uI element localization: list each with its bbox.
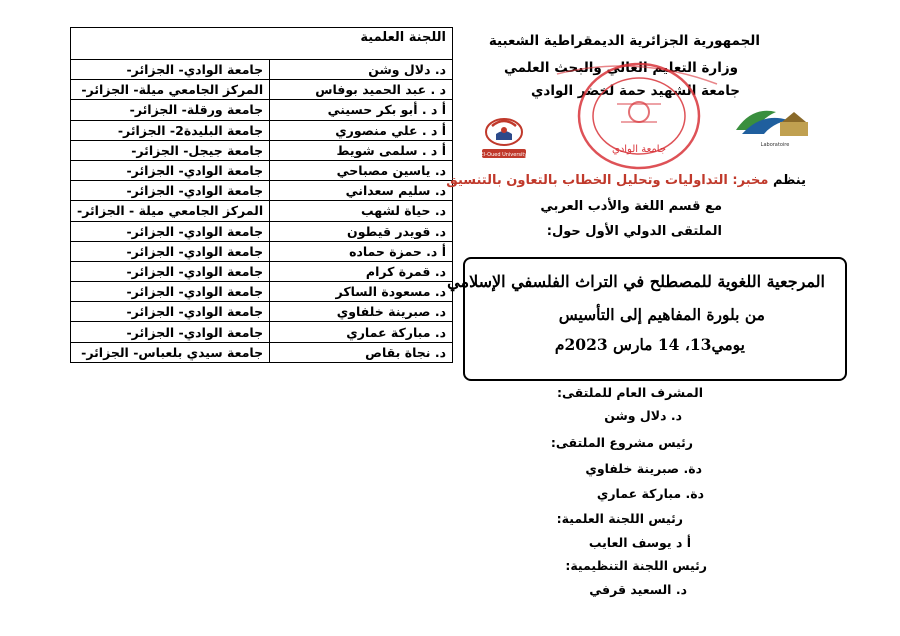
committee-member-university: جامعة الوادي- الجزائر- <box>71 60 270 80</box>
committee-member-university: جامعة جيجل- الجزائر- <box>71 140 270 160</box>
committee-member-name: د. دلال وشن <box>270 60 453 80</box>
committee-member-university: جامعة الوادي- الجزائر- <box>71 282 270 302</box>
committee-member-name: أ د . سلمى شويط <box>270 140 453 160</box>
committee-member-name: د. نجاة بقاص <box>270 342 453 362</box>
general-supervisor: د. دلال وشن <box>604 408 682 423</box>
committee-row <box>71 342 453 362</box>
header-republic: الجمهورية الجزائرية الديمقراطية الشعبية <box>488 33 760 49</box>
general-supervisor-label: المشرف العام للملتقى: <box>557 385 703 400</box>
committee-body <box>71 28 453 363</box>
organizing-head-label: رئيس اللجنة التنظيمية: <box>565 558 707 573</box>
committee-row <box>71 302 453 322</box>
committee-row <box>71 120 453 140</box>
committee-member-university: جامعة الوادي- الجزائر- <box>71 241 270 261</box>
committee-row <box>71 261 453 281</box>
committee-member-university: جامعة الوادي- الجزائر- <box>71 322 270 342</box>
committee-member-name: د. مسعودة الساكر <box>270 282 453 302</box>
conference-title: المرجعية اللغوية للمصطلح في التراث الفلسفي الإسلامي <box>447 272 825 291</box>
committee-row <box>71 60 453 80</box>
committee-member-name: أ د. حمزة حماده <box>270 241 453 261</box>
organizer-dept: مع قسم اللغة والأدب العربي <box>540 199 722 214</box>
conference-subtitle: من بلورة المفاهيم إلى التأسيس <box>558 305 765 324</box>
scientific-head-label: رئيس اللجنة العلمية: <box>556 511 683 526</box>
stamp-text: جامعة الوادي <box>612 144 666 155</box>
scientific-committee-table <box>70 27 453 363</box>
project-head-2: دة. مباركة عماري <box>596 486 704 501</box>
project-head-label: رئيس مشروع الملتقى: <box>550 435 693 450</box>
committee-row <box>71 80 453 100</box>
organizer-conference: الملتقى الدولي الأول حول: <box>546 224 722 239</box>
conference-dates: يومي13، 14 مارس 2023م <box>554 335 745 354</box>
committee-member-university: جامعة الوادي- الجزائر- <box>71 160 270 180</box>
committee-row <box>71 201 453 221</box>
committee-member-name: د. صبرينة خلفاوي <box>270 302 453 322</box>
conference-title-box <box>447 257 847 381</box>
university-stamp <box>537 44 727 174</box>
committee-member-university: جامعة الوادي- الجزائر- <box>71 261 270 281</box>
committee-row <box>71 322 453 342</box>
committee-member-university: جامعة البليدة2- الجزائر- <box>71 120 270 140</box>
header-university: جامعة الشهيد حمة لخضر الوادي <box>531 83 740 99</box>
committee-row <box>71 221 453 241</box>
committee-row <box>71 282 453 302</box>
organizer-prefix: ينظم <box>772 173 806 188</box>
header-ministry: وزارة التعليم العالي والبحث العلمي <box>503 60 738 76</box>
organizer-lab: مخبر: التداوليات وتحليل الخطاب بالتعاون بالتنسيق <box>446 173 769 188</box>
university-logo <box>476 112 532 164</box>
committee-heading-row <box>71 28 453 60</box>
committee-member-university: جامعة الوادي- الجزائر- <box>71 221 270 241</box>
committee-member-name: د. قمرة كرام <box>270 261 453 281</box>
committee-heading: اللجنة العلمية <box>71 28 453 60</box>
committee-member-university: المركز الجامعي ميلة - الجزائر- <box>71 201 270 221</box>
university-logo-caption: El-Oued University <box>480 152 528 158</box>
committee-member-university: جامعة سيدي بلعباس- الجزائر- <box>71 342 270 362</box>
organizer-line <box>446 173 806 188</box>
laboratory-logo-caption: Laboratoire <box>760 142 790 148</box>
scientific-head: أ د يوسف العايب <box>588 535 691 550</box>
committee-member-name: أ د . أبو بكر حسيني <box>270 100 453 120</box>
committee-member-university: جامعة ورقلة- الجزائر- <box>71 100 270 120</box>
committee-row <box>71 100 453 120</box>
organizing-head: د. السعيد قرفي <box>589 582 687 597</box>
project-head-1: دة. صبرينة خلفاوي <box>585 461 702 476</box>
committee-member-name: د . عبد الحميد بوفاس <box>270 80 453 100</box>
committee-member-name: د. حياة لشهب <box>270 201 453 221</box>
laboratory-logo <box>732 100 818 150</box>
committee-member-name: د. سليم سعداني <box>270 181 453 201</box>
committee-member-name: د. ياسين مصباحي <box>270 160 453 180</box>
committee-member-university: جامعة الوادي- الجزائر- <box>71 181 270 201</box>
committee-member-university: المركز الجامعي ميلة- الجزائر- <box>71 80 270 100</box>
committee-member-name: أ د . علي منصوري <box>270 120 453 140</box>
committee-member-university: جامعة الوادي- الجزائر- <box>71 302 270 322</box>
committee-member-name: د. مباركة عماري <box>270 322 453 342</box>
committee-member-name: د. قويدر قيطون <box>270 221 453 241</box>
committee-row <box>71 241 453 261</box>
committee-row <box>71 181 453 201</box>
committee-row <box>71 160 453 180</box>
committee-row <box>71 140 453 160</box>
